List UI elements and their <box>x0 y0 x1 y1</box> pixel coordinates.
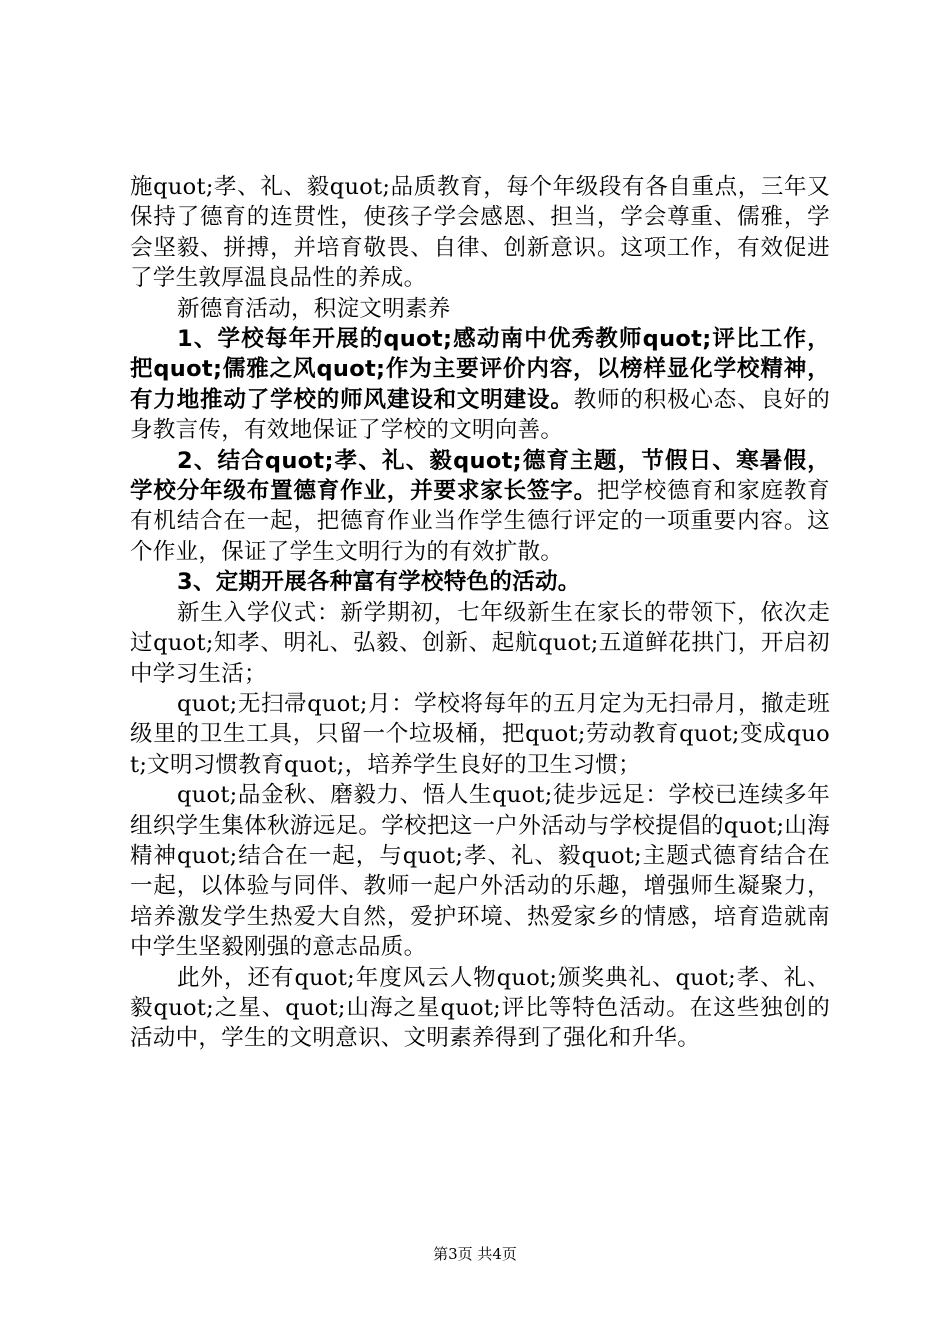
paragraph-continuation <box>130 172 830 294</box>
paragraph-hiking <box>130 780 830 962</box>
paragraph-bold-lead: 1、学校每年开展的quot;感动南中优秀教师quot;评比工作，把quot;儒雅之风quot;作为主要评价内容，以榜样显化学校精神，有力地推动了学校的师风建设和文明建设。 <box>130 326 830 413</box>
paragraph-text: 新德育活动，积淀文明素养 <box>177 295 451 322</box>
page-footer <box>0 1244 950 1264</box>
paragraph-other-activities <box>130 963 830 1054</box>
paragraph-no-broom-month <box>130 689 830 780</box>
paragraph-text: 此外，还有quot;年度风云人物quot;颁奖典礼、quot;孝、礼、毅quot;之星、quot;山海之星quot;评比等特色活动。在这些独创的活动中，学生的文明意识、文明素养得到了强化和升华。 <box>130 964 830 1052</box>
section-heading <box>130 294 830 324</box>
paragraph-text: 施quot;孝、礼、毅quot;品质教育，每个年级段有各自重点，三年又保持了德育的连贯性，使孩子学会感恩、担当，学会尊重、儒雅，学会坚毅、拼搏，并培育敬畏、自律、创新意识。这项工作，有效促进了学生敦厚温良品性的养成。 <box>130 174 830 292</box>
paragraph-item-3 <box>130 567 830 597</box>
paragraph-enrollment <box>130 598 830 689</box>
paragraph-text: quot;品金秋、磨毅力、悟人生quot;徒步远足：学校已连续多年组织学生集体秋游远足。学校把这一户外活动与学校提倡的quot;山海精神quot;结合在一起，与quot;孝、礼、毅quot;主题式德育结合在一起，以体验与同伴、教师一起户外活动的乐趣，增强师生凝聚力，培养激发学生热爱大自然，爱护环境、热爱家乡的情感，培育造就南中学生坚毅刚强的意志品质。 <box>130 782 830 961</box>
paragraph-bold-lead: 3、定期开展各种富有学校特色的活动。 <box>177 569 581 596</box>
document-body <box>130 172 830 1054</box>
paragraph-text: quot;无扫帚quot;月：学校将每年的五月定为无扫帚月，撤走班级里的卫生工具，只留一个垃圾桶，把quot;劳动教育quot;变成quot;文明习惯教育quot;，培养学生良好的卫生习惯； <box>130 690 830 778</box>
paragraph-bold-lead: 2、结合quot;孝、礼、毅quot;德育主题，节假日、寒暑假，学校分年级布置德育作业，并要求家长签字。 <box>130 447 830 505</box>
paragraph-item-2 <box>130 446 830 568</box>
paragraph-text: 新生入学仪式：新学期初，七年级新生在家长的带领下，依次走过quot;知孝、明礼、弘毅、创新、起航quot;五道鲜花拱门，开启初中学习生活； <box>130 599 830 687</box>
page-number: 第3页 共4页 <box>433 1245 517 1263</box>
paragraph-item-1 <box>130 324 830 446</box>
paragraph-text: 教师的积极心态、良好的身教言传，有效地保证了学校的文明向善。 <box>130 386 830 444</box>
paragraph-text: 把学校德育和家庭教育有机结合在一起，把德育作业当作学生德行评定的一项重要内容。这个作业，保证了学生文明行为的有效扩散。 <box>130 478 830 565</box>
